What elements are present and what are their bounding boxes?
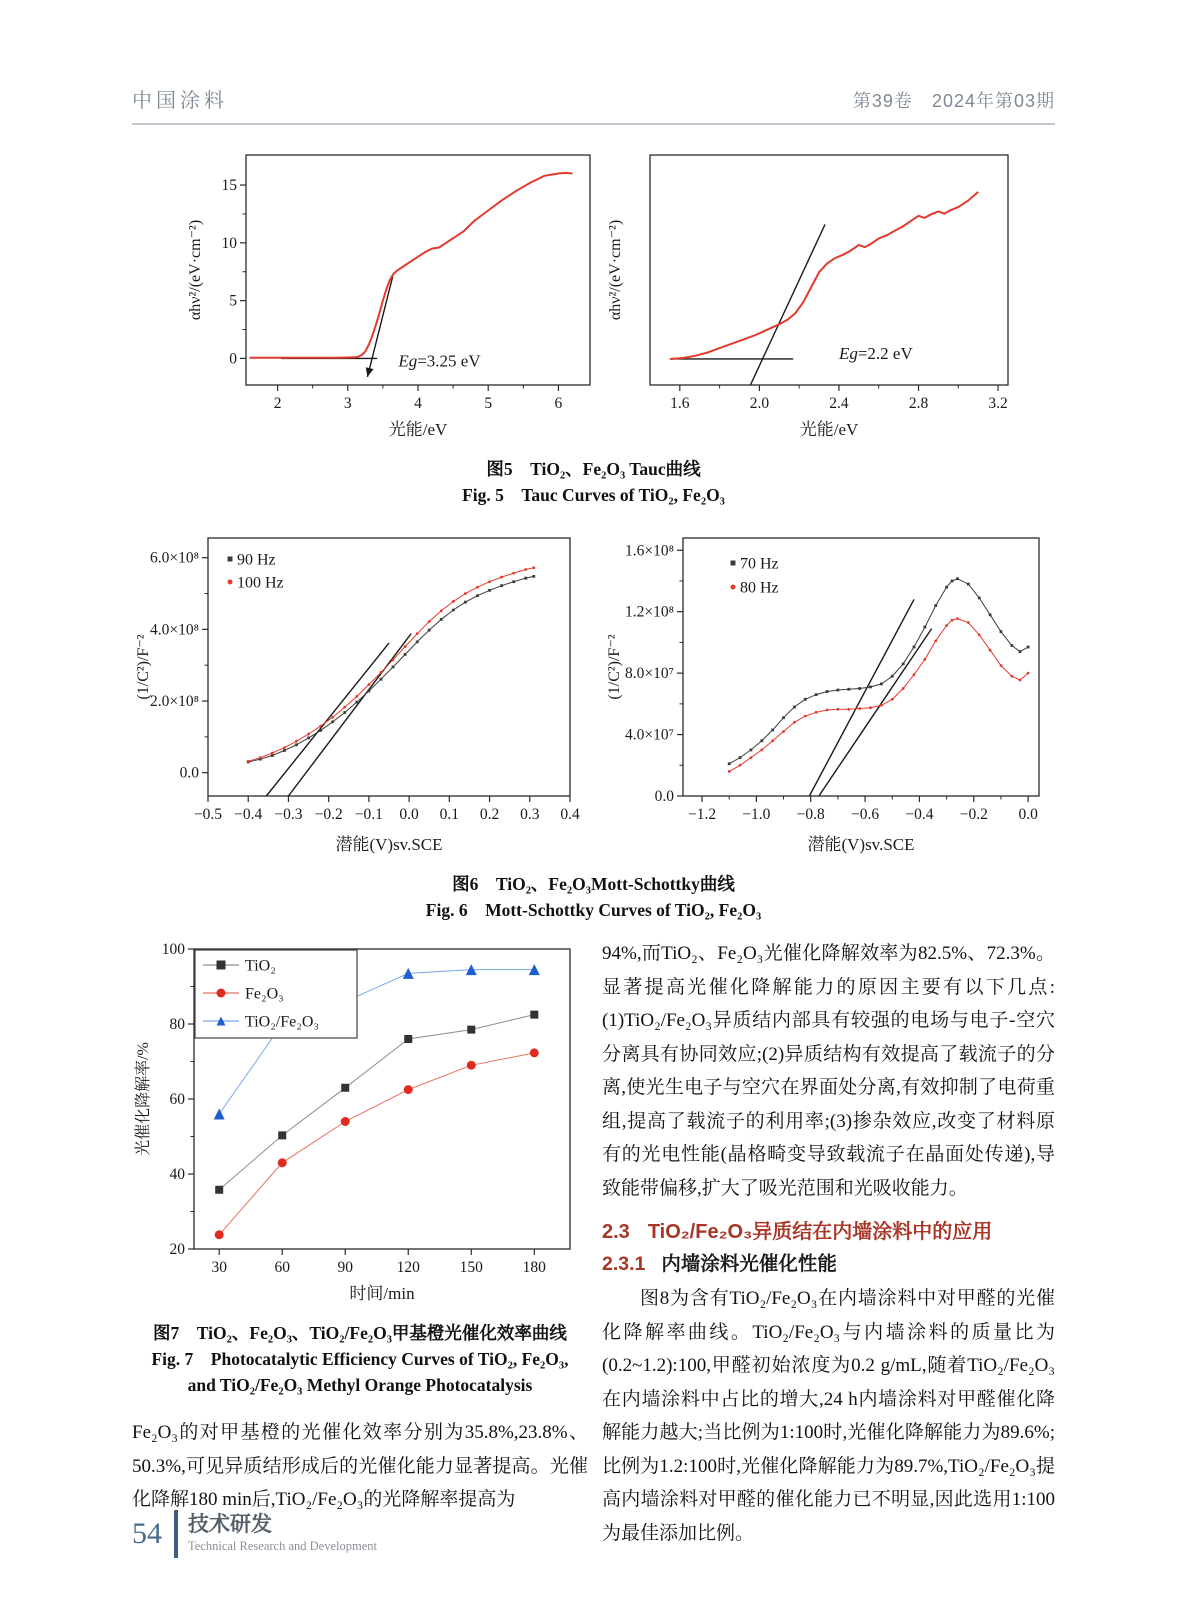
svg-text:−0.4: −0.4 (234, 806, 263, 823)
svg-text:αhν²/(eV·cm⁻²): αhν²/(eV·cm⁻²) (187, 219, 204, 321)
svg-text:光催化降解率/%: 光催化降解率/% (135, 1042, 152, 1156)
svg-text:2.8: 2.8 (908, 395, 929, 412)
svg-text:2.0×10⁸: 2.0×10⁸ (149, 693, 199, 711)
svg-text:40: 40 (169, 1166, 185, 1183)
svg-text:0.2: 0.2 (479, 806, 500, 823)
svg-text:15: 15 (221, 177, 237, 195)
photocatalysis-chart (132, 937, 588, 1312)
subsection-number: 2.3.1 (602, 1253, 646, 1275)
svg-text:时间/min: 时间/min (349, 1284, 415, 1303)
section-heading-2-3 (602, 1215, 1055, 1244)
svg-text:6: 6 (554, 395, 563, 412)
figure6-caption (132, 871, 1055, 923)
chart-ms-tio2-svg (132, 528, 584, 858)
svg-text:90: 90 (337, 1259, 353, 1276)
right-column (602, 937, 1055, 1550)
svg-text:Eg=3.25 eV: Eg=3.25 eV (398, 351, 481, 371)
figure6-caption-en: Fig. 6 Mott-Schottky Curves of TiO₂, Fe₂O₃ (425, 900, 762, 920)
svg-text:αhν²/(eV·cm⁻²): αhν²/(eV·cm⁻²) (607, 219, 624, 321)
chart-tauc-fe2o3-svg (604, 145, 1024, 443)
svg-text:6.0×10⁸: 6.0×10⁸ (149, 549, 199, 567)
page-number: 54 (132, 1517, 162, 1550)
svg-text:8.0×10⁷: 8.0×10⁷ (624, 665, 674, 683)
svg-text:5: 5 (484, 395, 493, 412)
svg-text:5: 5 (229, 292, 237, 310)
svg-text:光能/eV: 光能/eV (799, 420, 859, 439)
svg-text:潜能(V)sv.SCE: 潜能(V)sv.SCE (807, 835, 915, 854)
svg-text:0: 0 (229, 350, 237, 368)
left-column-paragraph: Fe₂O₃的对甲基橙的光催化效率分别为35.8%,23.8%、50.3%,可见异质结形成后的光催化能力显著提高。光催化降解180 min后,TiO₂/Fe₂O₃的光降解率提高为 (132, 1422, 588, 1510)
svg-text:1.2×10⁸: 1.2×10⁸ (624, 603, 674, 621)
figure5-caption (132, 456, 1055, 508)
svg-text:10: 10 (221, 234, 237, 252)
svg-text:TiO₂/Fe₂O₃: TiO₂/Fe₂O₃ (245, 1013, 319, 1031)
footer-section-block (188, 1513, 377, 1555)
section-title: TiO₂/Fe₂O₃异质结在内墙涂料中的应用 (647, 1221, 993, 1243)
section-number: 2.3 (602, 1221, 630, 1243)
svg-text:180: 180 (522, 1259, 546, 1276)
svg-text:−0.1: −0.1 (354, 806, 383, 823)
svg-text:4.0×10⁸: 4.0×10⁸ (149, 621, 199, 639)
svg-text:100: 100 (161, 941, 185, 958)
two-column-section (132, 937, 1055, 1550)
svg-text:60: 60 (169, 1091, 185, 1108)
svg-text:0.3: 0.3 (520, 806, 540, 823)
svg-text:0.1: 0.1 (439, 806, 460, 823)
svg-text:−0.6: −0.6 (851, 806, 880, 823)
svg-text:−0.4: −0.4 (905, 806, 934, 823)
figure5-row (132, 145, 1055, 448)
svg-text:−0.3: −0.3 (274, 806, 303, 823)
svg-text:150: 150 (459, 1259, 483, 1276)
tauc-curve-tio2-chart (184, 145, 604, 448)
svg-text:2.0: 2.0 (749, 395, 770, 412)
figure7-caption-cn: 图7 TiO₂、Fe₂O₃、TiO₂/Fe₂O₃甲基橙光催化效率曲线 (153, 1323, 567, 1343)
subsection-heading-2-3-1 (602, 1248, 1055, 1276)
svg-text:1.6: 1.6 (670, 395, 690, 412)
chart-photo-svg (132, 937, 590, 1307)
figure6-row (132, 528, 1055, 863)
svg-text:80: 80 (169, 1016, 185, 1033)
footer-section-cn: 技术研发 (188, 1513, 272, 1536)
svg-text:2.4: 2.4 (829, 395, 849, 412)
svg-text:4.0×10⁷: 4.0×10⁷ (624, 726, 674, 744)
svg-text:−0.2: −0.2 (959, 806, 988, 823)
svg-text:70 Hz: 70 Hz (740, 555, 779, 573)
svg-text:(1/C²)/F⁻²: (1/C²)/F⁻² (135, 634, 152, 700)
svg-text:3: 3 (343, 395, 352, 412)
figure6-caption-cn: 图6 TiO₂、Fe₂O₃Mott-Schottky曲线 (452, 874, 735, 894)
footer-section-en: Technical Research and Development (188, 1539, 377, 1553)
svg-text:−1.0: −1.0 (742, 806, 771, 823)
svg-text:90 Hz: 90 Hz (237, 551, 276, 569)
figure5-caption-en: Fig. 5 Tauc Curves of TiO₂, Fe₂O₃ (462, 485, 725, 505)
mott-schottky-fe2o3-chart (603, 528, 1055, 863)
svg-text:潜能(V)sv.SCE: 潜能(V)sv.SCE (335, 835, 443, 854)
svg-text:光能/eV: 光能/eV (388, 420, 448, 439)
svg-text:(1/C²)/F⁻²: (1/C²)/F⁻² (606, 634, 623, 700)
journal-title: 中国涂料 (132, 90, 228, 112)
tauc-curve-fe2o3-chart (604, 145, 1024, 448)
svg-text:TiO₂: TiO₂ (245, 957, 276, 975)
svg-text:0.0: 0.0 (179, 764, 199, 782)
svg-text:3.2: 3.2 (988, 395, 1008, 412)
chart-ms-fe2o3-svg (603, 528, 1055, 858)
svg-text:4: 4 (414, 395, 422, 412)
issue-info: 第39卷 2024年第03期 (852, 91, 1055, 111)
svg-text:120: 120 (396, 1259, 420, 1276)
svg-text:−0.8: −0.8 (796, 806, 825, 823)
svg-text:80 Hz: 80 Hz (740, 579, 779, 597)
svg-text:20: 20 (169, 1241, 185, 1258)
svg-text:Fe₂O₃: Fe₂O₃ (245, 985, 284, 1003)
figure7-caption-en1: Fig. 7 Photocatalytic Efficiency Curves of TiO₂, Fe₂O₃, (151, 1349, 569, 1369)
svg-text:−0.2: −0.2 (314, 806, 343, 823)
svg-text:60: 60 (274, 1259, 290, 1276)
svg-text:1.6×10⁸: 1.6×10⁸ (624, 542, 674, 560)
mott-schottky-tio2-chart (132, 528, 584, 863)
right-column-paragraph-1: 94%,而TiO₂、Fe₂O₃光催化降解效率为82.5%、72.3%。显著提高光催化降解能力的原因主要有以下几点:(1)TiO₂/Fe₂O₃异质结内部具有较强的电场与电子-空穴分离具有协同效应;(2)异质结构有效提高了载流子的分离,使光生电子与空穴在界面处分离,有效抑制了电荷重组,提高了载流子的利用率;(3)掺杂效应,改变了材料原有的光电性能(晶格畸变导致载流子在晶面处传递),导致能带偏移,扩大了吸光范围和光吸收能力。 (602, 943, 1055, 1199)
svg-text:2: 2 (273, 395, 282, 412)
subsection-title: 内墙涂料光催化性能 (661, 1253, 837, 1275)
svg-text:100 Hz: 100 Hz (237, 574, 284, 592)
svg-text:0.0: 0.0 (399, 806, 419, 823)
svg-text:30: 30 (211, 1259, 227, 1276)
svg-text:−1.2: −1.2 (687, 806, 717, 823)
right-column-paragraph-2: 图8为含有TiO₂/Fe₂O₃在内墙涂料中对甲醛的光催化降解率曲线。TiO₂/Fe₂O₃与内墙涂料的质量比为(0.2~1.2):100,甲醛初始浓度为0.2 g/mL,随着TiO₂/Fe₂O₃在内墙涂料中占比的增大,24 h内墙涂料对甲醛催化降解能力越大;当比例为1:100时,光催化降解能力为89.6%;比例为1.2:100时,光催化降解能力为89.7%,TiO₂/Fe₂O₃提高内墙涂料对甲醛的催化能力已不明显,因此选用1:100为最佳添加比例。 (602, 1288, 1055, 1544)
svg-text:0.0: 0.0 (1018, 806, 1038, 823)
footer-divider-bar (174, 1510, 178, 1558)
chart-tauc-tio2-svg (184, 145, 604, 443)
page-footer (132, 1510, 377, 1558)
svg-text:0.4: 0.4 (560, 806, 580, 823)
figure7-caption-en2: and TiO₂/Fe₂O₃ Methyl Orange Photocatalysis (187, 1375, 533, 1395)
svg-text:0.0: 0.0 (654, 788, 674, 805)
page-header (132, 0, 1055, 125)
svg-text:−0.5: −0.5 (193, 806, 223, 823)
figure7-caption (132, 1320, 588, 1398)
left-column (132, 937, 588, 1550)
svg-text:Eg=2.2 eV: Eg=2.2 eV (838, 343, 913, 363)
figure5-caption-cn: 图5 TiO₂、Fe₂O₃ Tauc曲线 (486, 459, 701, 479)
